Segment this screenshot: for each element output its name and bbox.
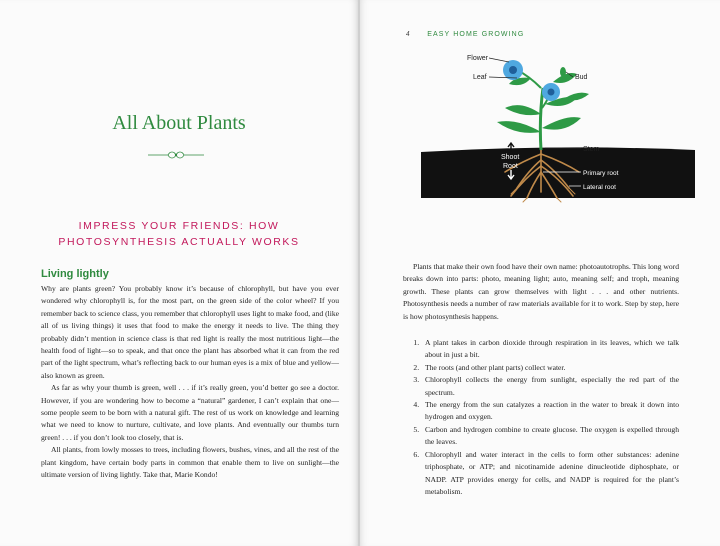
label-flower: Flower: [467, 55, 489, 62]
section-heading: [20, 218, 338, 250]
label-stem: Stem: [583, 146, 600, 153]
leaves: [497, 73, 589, 133]
page-number: 4: [406, 30, 410, 38]
step-item: 2. The roots (and other plant parts) collect water.: [421, 362, 679, 374]
stem: [540, 88, 543, 150]
step-item: 3. Chlorophyll collects the energy from sunlight, especially the red part of the spectrum.: [421, 374, 679, 399]
label-primary-root: Primary root: [583, 170, 619, 177]
photosynthesis-steps: [403, 337, 679, 498]
running-head: [406, 30, 524, 38]
section-heading-line1: IMPRESS YOUR FRIENDS: HOW: [78, 220, 280, 232]
step-item: 5. Carbon and hydrogen combine to create glucose. The oxygen is expelled through the leaves.: [421, 424, 679, 449]
label-bud: Bud: [575, 74, 588, 81]
right-body-text: [403, 261, 679, 498]
label-leaf: Leaf: [473, 74, 487, 81]
left-body-text: [41, 283, 339, 482]
step-item: 4. The energy from the sun catalyzes a reaction in the water to break it down into hydrogen and oxygen.: [421, 399, 679, 424]
ornament-divider-icon: [146, 149, 206, 161]
paragraph: Why are plants green? You probably know it’s because of chlorophyll, but have you ever wondered why chlorophyll is, for the most part, on the green side of the color wheel? If you remember back to science class, you remember that chlorophyll uses light to make food, and (like all of us living things) it uses that food to make the energy it needs to live. The thing they probably didn’t mention in science class is that red light is really the most nutritious light—the health food of light—so to speak, and that once the plant has absorbed what it can from the red part of the light spectrum, what’s reflecting back to our human eyes is a mix of blue and yellow—also known as green.: [41, 284, 339, 380]
label-root: Root: [503, 163, 518, 170]
step-item: 6. Chlorophyll and water interact in the cells to form other substances: adenine triphosphate, or ATP; and nicotinamide adenine dinucleotide diphosphate, or NADP. ATP provides energy for cells, and NADP is required for the plant’s metabolism.: [421, 449, 679, 499]
step-item: 1. A plant takes in carbon dioxide through respiration in its leaves, which we talk about in just a bit.: [421, 337, 679, 362]
label-shoot: Shoot: [501, 154, 520, 161]
paragraph: All plants, from lowly mosses to trees, including flowers, bushes, vines, and all the rest of the plant kingdom, have certain body parts in common that enable them to live on sunlight—the ultimate version of living lightly. Take that, Marie Kondo!: [41, 445, 339, 480]
intro-paragraph: Plants that make their own food have their own name: photoautotrophs. This long word breaks down into parts: photo, meaning light; auto, meaning self; and troph, meaning growth. These plants can grow themselves with light . . . and other nutrients. Photosynthesis needs a number of raw materials available for it to work. Step by step, here is how photosynthesis happens.: [403, 262, 679, 321]
running-title: EASY HOME GROWING: [427, 31, 525, 38]
label-lateral-root: Lateral root: [583, 184, 616, 191]
subheading: Living lightly: [41, 268, 109, 280]
chapter-title: All About Plants: [112, 112, 246, 134]
paragraph: As far as why your thumb is green, well . . . if it’s really green, you’d better go see a doctor. However, if you are wondering how to become a “natural” gardener, I can’t explain that one—some people seem to be born with a natural gift. The rest of us work on knowledge and learning what we need to know to nurture, cultivate, and love plants. And eventually our thumbs turn green! . . . if you don’t look too closely, that is.: [41, 383, 339, 442]
soil-shape: [421, 147, 695, 198]
plant-diagram: [421, 48, 695, 256]
section-heading-line2: PHOTOSYNTHESIS ACTUALLY WORKS: [58, 236, 300, 248]
left-page: [0, 0, 358, 546]
